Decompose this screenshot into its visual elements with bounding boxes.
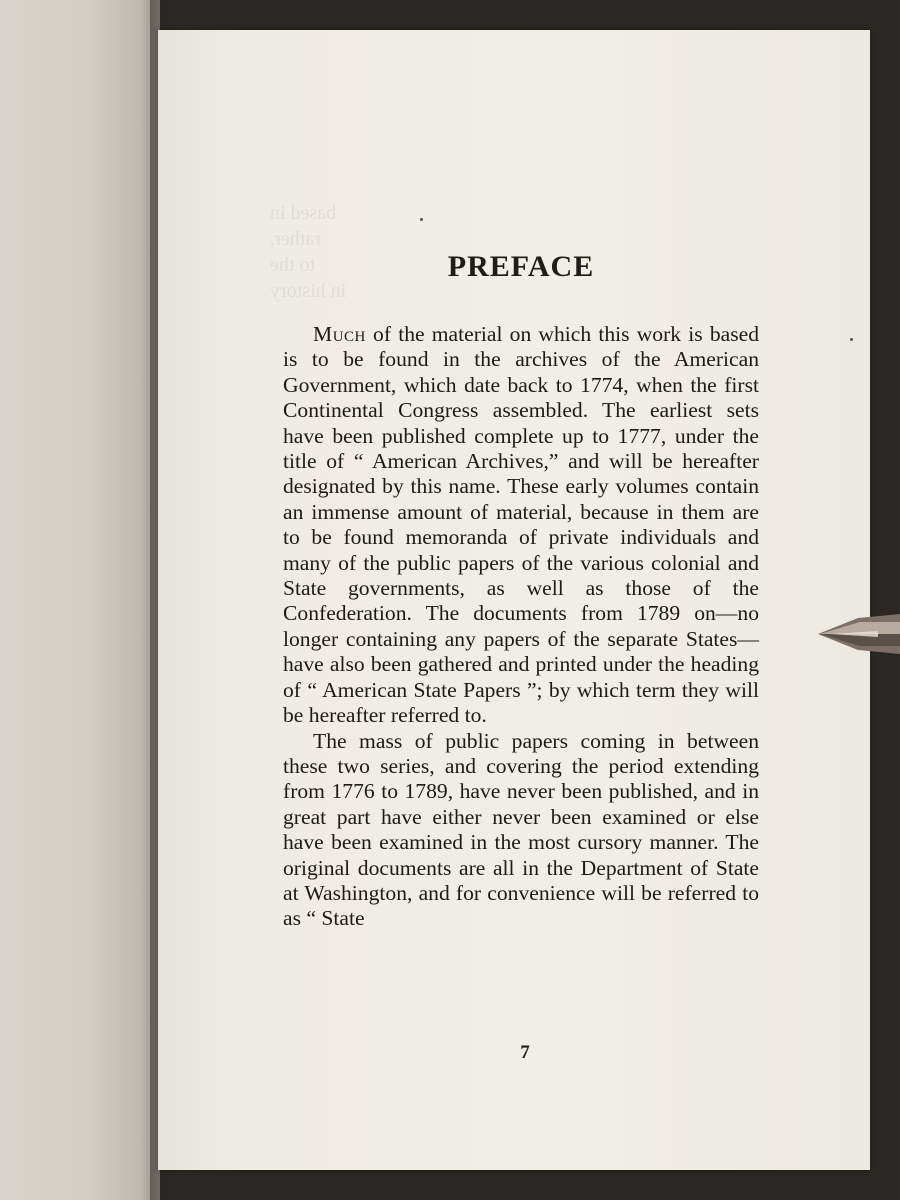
page-number: 7	[520, 1042, 530, 1063]
paragraph-1-text: of the material on which this work is based is to be found in the archives of the American Government, which date back to 1774, when the first Continental Congress assembled. The earliest sets have been published complete up to 1777, under the title of “ American Archives,” and will be hereafter designated by this name. These early volumes contain an immense amount of material, because in them are to be found memoranda of private individuals and many of the public papers of the various colonial and State governments, as well as those of the Confederation. The documents from 1789 on—no longer containing any papers of the separate States—have also been gathered and printed under the heading of “ American State Papers ”; by which term they will be hereafter referred to.	[283, 322, 759, 728]
pen-nib-pointer-icon	[818, 604, 900, 664]
paragraph-1	[283, 322, 759, 729]
paper-speck	[420, 218, 423, 221]
preface-body	[283, 322, 759, 932]
page-title: PREFACE	[447, 250, 595, 283]
paragraph-2: The mass of public papers coming in between these two series, and covering the period extending from 1776 to 1789, have never been published, and in great part have either never been examined or else have been examined in the most cursory manner. The original documents are all in the Department of State at Washington, and for convenience will be referred to as “ State	[283, 728, 759, 931]
paper-speck	[850, 338, 853, 341]
lead-word: Much	[313, 322, 366, 346]
show-through-text: based in rather, to the in history	[270, 202, 347, 302]
left-page	[0, 0, 160, 1200]
